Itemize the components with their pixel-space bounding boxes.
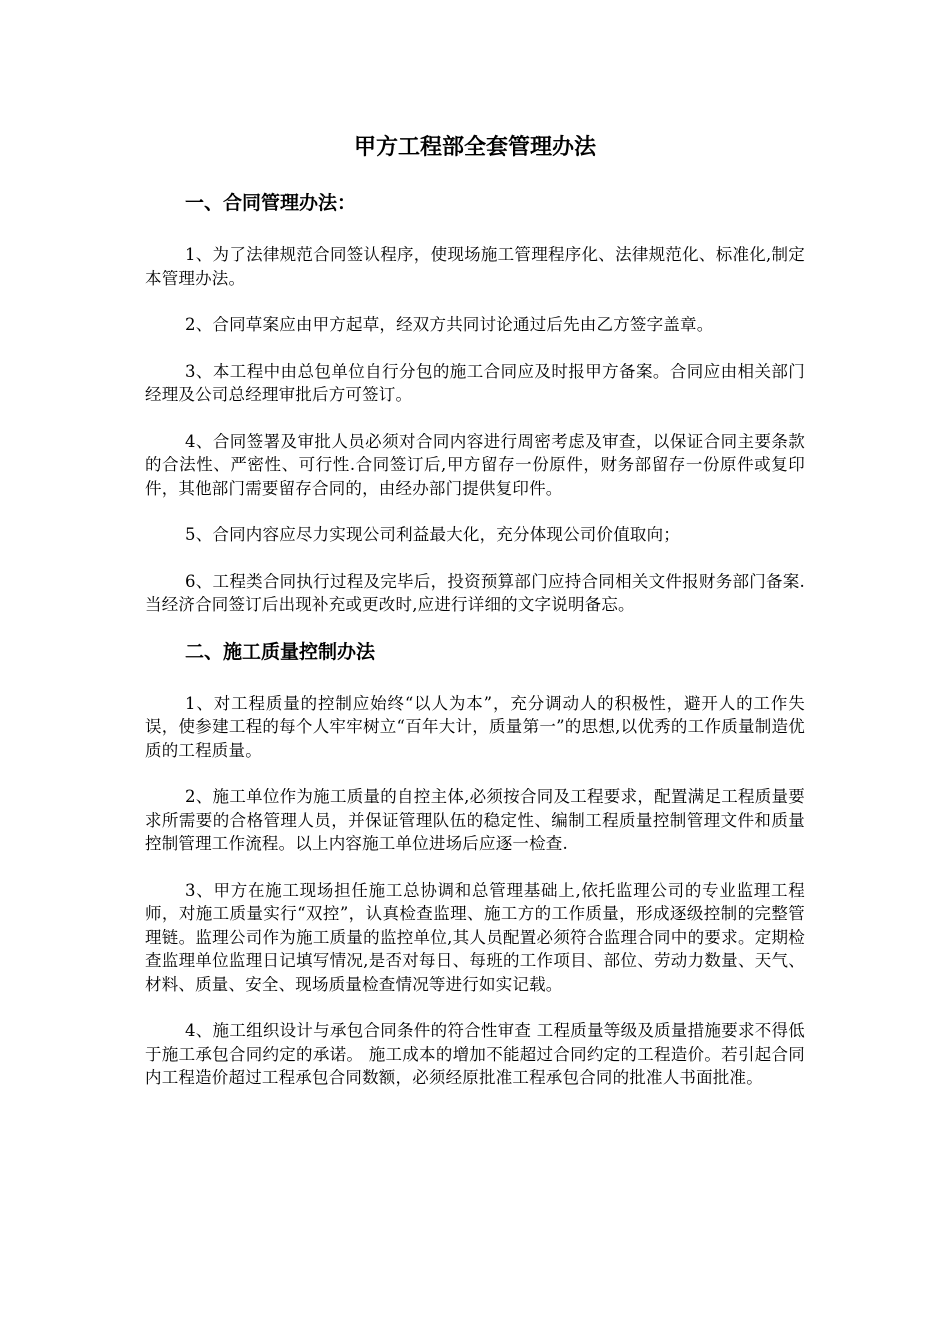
section-heading: 二、施工质量控制办法 [185,640,376,663]
document-body [145,128,805,1090]
paragraph: 6、工程类合同执行过程及完毕后，投资预算部门应持合同相关文件报财务部门备案.当经济合同签订后出现补充或更改时,应进行详细的文字说明备忘。 [145,571,805,614]
paragraph: 1、对工程质量的控制应始终“以人为本”，充分调动人的积极性，避开人的工作失误，使参建工程的每个人牢牢树立“百年大计，质量第一”的思想,以优秀的工作质量制造优质的工程质量。 [145,693,805,760]
paragraph: 3、本工程中由总包单位自行分包的施工合同应及时报甲方备案。合同应由相关部门经理及公司总经理审批后方可签订。 [145,361,805,404]
paragraph: 2、施工单位作为施工质量的自控主体,必须按合同及工程要求，配置满足工程质量要求所需要的合格管理人员，并保证管理队伍的稳定性、编制工程质量控制管理文件和质量控制管理工作流程。以上内容施工单位进场后应逐一检查. [145,787,805,853]
paragraph: 2、合同草案应由甲方起草，经双方共同讨论通过后先由乙方签字盖章。 [185,315,714,334]
document-title: 甲方工程部全套管理办法 [353,135,596,160]
paragraph: 5、合同内容应尽力实现公司利益最大化，充分体现公司价值取向； [185,525,680,544]
section-quality-control [145,637,805,1090]
section-contract-management [145,188,805,617]
paragraph: 4、施工组织设计与承包合同条件的符合性审查 工程质量等级及质量措施要求不得低于施工承包合同约定的承诺。 施工成本的增加不能超过合同约定的工程造价。若引起合同内工程造价超过工程承包合同数额，必须经原批准工程承包合同的批准人书面批准。 [145,1021,805,1087]
section-heading: 一、合同管理办法： [185,192,357,214]
paragraph: 3、甲方在施工现场担任施工总协调和总管理基础上,依托监理公司的专业监理工程师，对施工质量实行“双控”，认真检查监理、施工方的工作质量，形成逐级控制的完整管理链。监理公司作为施工质量的监控单位,其人员配置必须符合监理合同中的要求。定期检查监理单位监理日记填写情况,是否对每日、每班的工作项目、部位、劳动力数量、天气、材料、质量、安全、现场质量检查情况等进行如实记载。 [145,880,805,994]
paragraph: 1、为了法律规范合同签认程序，使现场施工管理程序化、法律规范化、标准化,制定本管理办法。 [145,245,805,288]
paragraph: 4、合同签署及审批人员必须对合同内容进行周密考虑及审查，以保证合同主要条款的合法性、严密性、可行性.合同签订后,甲方留存一份原件，财务部留存一份原件或复印件，其他部门需要留存合同的，由经办部门提供复印件。 [145,431,805,498]
